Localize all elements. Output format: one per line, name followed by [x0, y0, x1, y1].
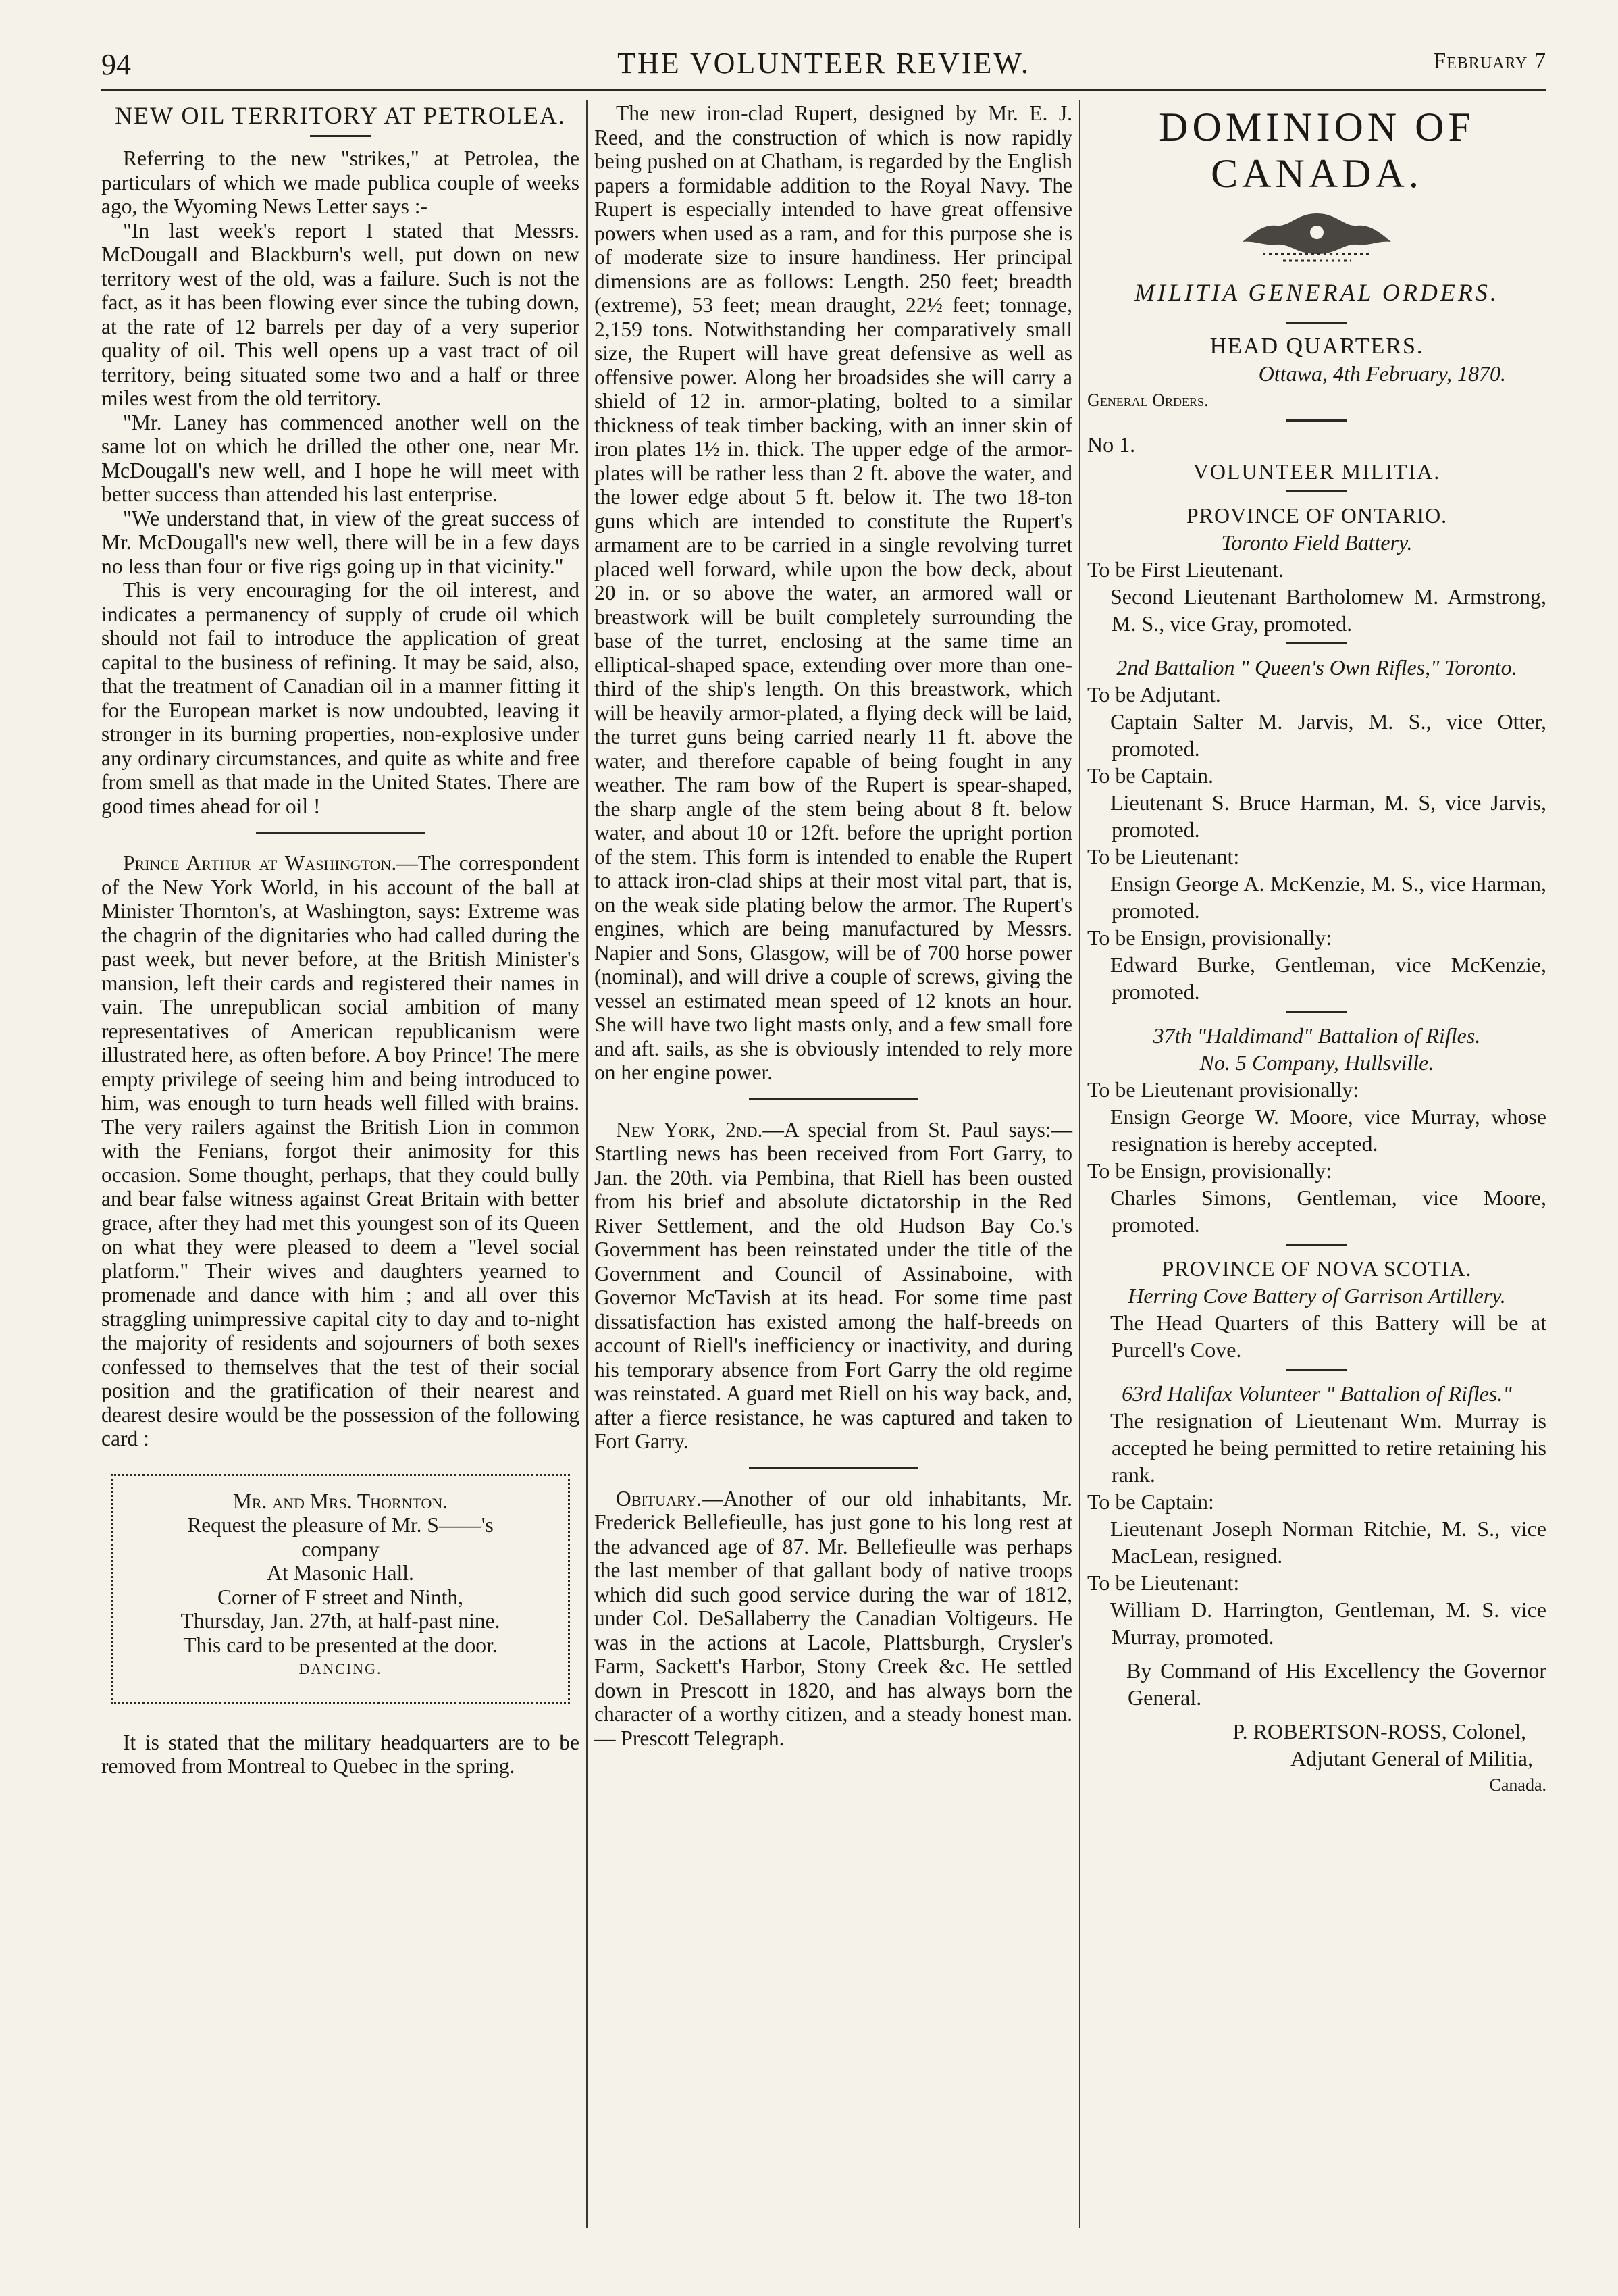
- newspaper-title: THE VOLUNTEER REVIEW.: [617, 47, 1030, 80]
- section-heading: PROVINCE OF NOVA SCOTIA.: [1162, 1256, 1472, 1281]
- card-line: company: [301, 1537, 380, 1561]
- order-line: To be Captain:: [1087, 1489, 1214, 1514]
- article-lead: Prince Arthur at Washington.: [123, 851, 397, 875]
- section-heading: VOLUNTEER MILITIA.: [1193, 459, 1441, 484]
- article-headline: NEW OIL TERRITORY AT PETROLEA.: [115, 102, 566, 129]
- unit-heading: 63rd Halifax Volunteer " Battalion of Rifles.": [1122, 1381, 1512, 1406]
- column-divider: [586, 100, 588, 2228]
- article-body: —A special from St. Paul says:—Startling news has been received from Fort Garry, to Jan. the 20th. via Pembina, that Riell has been ousted from his brief and absolute dictatorship in the Red River Settlement, and the old Hudson Bay Co.'s Government has been reinstated under the title of the Government and Council of Assinaboine, with Governor McTavish at its head. For some time past dissatisfaction has existed among the half-breeds on account of Riell's inefficiency or inactivity, and during his temporary absence from Fort Garry the old regime was reinstated. A guard met Riell on his way back, and, after a fierce resistance, he was captured and taken to Fort Garry.: [594, 1117, 1072, 1453]
- order-number: No 1.: [1087, 432, 1136, 457]
- orders-title: MILITIA GENERAL ORDERS.: [1134, 279, 1499, 306]
- order-detail: Charles Simons, Gentleman, vice Moore, promoted.: [1110, 1185, 1546, 1237]
- unit-heading: Toronto Field Battery.: [1221, 530, 1413, 555]
- rule: [1286, 490, 1347, 492]
- signature-place: Canada.: [1489, 1775, 1546, 1795]
- article-paragraph: "Mr. Laney has commenced another well on the same lot on which he drilled the other one, near Mr. McDougall's new well, and I hope he will meet with better success than attended his last enterprise.: [101, 410, 579, 506]
- card-line: Thursday, Jan. 27th, at half-past nine.: [180, 1609, 500, 1633]
- order-detail: Second Lieutenant Bartholomew M. Armstrong, M. S., vice Gray, promoted.: [1110, 584, 1546, 636]
- article-body: —The correspondent of the New York World, in his account of the ball at Minister Thornton's, at Washington, says: Extreme was the chagrin of the dignitaries who had called during the past week, but never before, at the British Minister's mansion, left their cards and registered their names in vain. The unrepublican social ambition of many representatives of American republicanism were illustrated here, as often before. A boy Prince! The mere empty privilege of seeing him and being introduced to him, was enough to turn heads well filled with brains. The very railers against the British Lion in common with the Fenians, forgot their animosity for this occasion. Some thought, perhaps, that they could bully and bear false witness against Great Britain with better grace, after they had met this youngest son of its Queen on what they were pleased to deem a "level social platform." Their wives and daughters yearned to promenade and dance with him ; and all over this straggling unimpressive capital city to day and to-night the majority of residents and sojourners of both sexes confessed to themselves that the test of their social position and the gratification of their nearest and dearest desire would be the possession of the following card :: [101, 851, 580, 1450]
- column-2: [594, 101, 1072, 1750]
- article-paragraph: This is very encouraging for the oil interest, and indicates a permanency of supply of crude oil which should not fail to introduce the application of great capital to the business of refining. It may be said, also, that the treatment of Canadian oil in a manner fitting it for the European market is now undoubted, leaving it stronger in its burning properties, non-explosive under any ordinary circumstances, and quite as white and free from smell as that made in the United States. There are good times ahead for oil !: [101, 578, 579, 818]
- header-rule: [101, 89, 1546, 91]
- order-line: To be Ensign, provisionally:: [1087, 1158, 1332, 1183]
- rule: [310, 135, 371, 137]
- order-detail: The Head Quarters of this Battery will be at Purcell's Cove.: [1110, 1310, 1546, 1362]
- unit-heading: 37th "Haldimand" Battalion of Rifles.: [1153, 1023, 1481, 1048]
- card-line: At Masonic Hall.: [267, 1561, 414, 1585]
- section-title: DOMINION OF CANADA.: [1159, 105, 1475, 196]
- signature-title: Adjutant General of Militia,: [1290, 1746, 1533, 1770]
- page-number: 94: [101, 48, 131, 81]
- article-lead: Obituary.: [616, 1486, 702, 1510]
- order-line: To be Lieutenant:: [1087, 844, 1240, 869]
- order-line: To be Lieutenant:: [1087, 1571, 1240, 1595]
- rule: [1286, 1369, 1347, 1371]
- card-line: Corner of F street and Ninth,: [217, 1585, 463, 1609]
- article-paragraph: It is stated that the military headquarters are to be removed from Montreal to Quebec in the spring.: [101, 1730, 579, 1778]
- article-paragraph: Referring to the new "strikes," at Petrolea, the particulars of which we made publica couple of weeks ago, the Wyoming News Letter says :-: [101, 147, 579, 218]
- article-paragraph: The new iron-clad Rupert, designed by Mr. E. J. Reed, and the construction of which is now rapidly being pushed on at Chatham, is regarded by the English papers a formidable addition to the Royal Navy. The Rupert is especially intended to have great offensive powers when used as a ram, and for this purpose she is of moderate size to insure handiness. Her principal dimensions are as follows: Length. 250 feet; breadth (extreme), 53 feet; mean draught, 22½ feet; tonnage, 2,159 tons. Notwithstanding her comparatively small size, the Rupert will have great defensive as well as offensive power. Along her broadsides she will carry a shield of 12 in. armor-plating, bolted to a similar thickness of teak timber backing, with an inner skin of iron plates 1½ in. thick. The upper edge of the armor-plates will be rather less than 2 ft. above the water, and the lower edge about 5 ft. below it. The two 18-ton guns which are intended to constitute the Rupert's armament are to be carried in a single revolving turret placed well forward, while upon the bow deck, about 20 in. or so above the water, an armored wall or breastwork will be built completely surrounding the base of the turret, enclosing at the same time an elliptical-shaped space, extending over more than one-third of the ship's length. On this breastwork, which will be heavily armor-plated, a flying deck will be laid, the turret guns being carried nearly 11 ft. above the water, and therefore capable of being fought in any weather. The ram bow of the Rupert is spear-shaped, the sharp angle of the stem being about 8 ft. below water, and about 10 or 12ft. before the upright portion of the stem. This form is intended to enable the Rupert to attack iron-clad ships at their most vital part, that is, on the weak side plating below the armor. The Rupert's engines, which are being manufactured by Messrs. Napier and Sons, Glasgow, will be of 700 horse power (nominal), and will drive a couple of screws, giving the vessel an estimated mean speed of 12 knots an hour. She will have two light masts only, and a few small fore and aft. sails, as she is obviously intended to rely more on her engine power.: [594, 101, 1072, 1084]
- unit-subheading: No. 5 Company, Hullsville.: [1199, 1050, 1434, 1075]
- article-lead: New York, 2nd.: [616, 1117, 763, 1142]
- article-paragraph: [594, 1118, 1072, 1454]
- column-1: [101, 101, 579, 1779]
- unit-heading: Herring Cove Battery of Garrison Artillery.: [1128, 1283, 1506, 1308]
- hq-date: Ottawa, 4th February, 1870.: [1258, 361, 1506, 386]
- rule: [749, 1467, 918, 1469]
- order-detail: William D. Harrington, Gentleman, M. S. vice Murray, promoted.: [1110, 1598, 1546, 1649]
- order-detail: Ensign George A. McKenzie, M. S., vice Harman, promoted.: [1110, 871, 1546, 923]
- page-header: [101, 42, 1546, 89]
- section-heading: PROVINCE OF ONTARIO.: [1186, 503, 1448, 528]
- order-line: To be Adjutant.: [1087, 682, 1221, 707]
- article-paragraph: [101, 851, 579, 1451]
- hq-heading: HEAD QUARTERS.: [1209, 334, 1424, 359]
- issue-date: February 7: [1433, 49, 1546, 74]
- article-paragraph: "In last week's report I stated that Messrs. McDougall and Blackburn's well, put down on new territory west of the old, was a failure. Such is not the fact, as it has been flowing ever since the tubing down, at the rate of 12 barrels per day of a very superior quality of oil. This well opens up a vast tract of oil territory, being situated some two and a half or three miles west from the old territory.: [101, 218, 579, 410]
- order-line: To be Captain.: [1087, 763, 1214, 788]
- unit-heading: 2nd Battalion " Queen's Own Rifles," Toronto.: [1116, 655, 1517, 680]
- order-line: To be First Lieutenant.: [1087, 557, 1284, 582]
- column-3: [1087, 101, 1546, 1799]
- order-detail: Ensign George W. Moore, vice Murray, whose resignation is hereby accepted.: [1110, 1104, 1546, 1156]
- rule: [1286, 419, 1347, 422]
- article-paragraph: "We understand that, in view of the great success of Mr. McDougall's new well, there will be in a few days no less than four or five rigs going up in that vicinity.": [101, 506, 579, 578]
- rule: [256, 832, 425, 834]
- order-detail: The resignation of Lieutenant Wm. Murray is accepted he being permitted to retire retaining his rank.: [1110, 1408, 1546, 1487]
- order-detail: Captain Salter M. Jarvis, M. S., vice Otter, promoted.: [1110, 709, 1546, 761]
- order-line: To be Lieutenant provisionally:: [1087, 1077, 1359, 1102]
- order-detail: Lieutenant Joseph Norman Ritchie, M. S., vice MacLean, resigned.: [1110, 1516, 1546, 1568]
- card-line: Request the pleasure of Mr. S——'s: [187, 1513, 494, 1537]
- article-paragraph: [594, 1487, 1072, 1751]
- invitation-card: [111, 1474, 570, 1704]
- crest-icon: [1216, 207, 1418, 267]
- rule: [749, 1098, 918, 1100]
- signature: P. ROBERTSON-ROSS, Colonel,: [1232, 1719, 1526, 1743]
- card-line: Mr. and Mrs. Thornton.: [232, 1489, 448, 1513]
- general-orders-label: General Orders.: [1087, 390, 1209, 410]
- order-detail: Lieutenant S. Bruce Harman, M. S, vice Jarvis, promoted.: [1110, 790, 1546, 842]
- card-line: DANCING.: [298, 1660, 382, 1677]
- order-detail: Edward Burke, Gentleman, vice McKenzie, promoted.: [1110, 952, 1546, 1004]
- order-line: To be Ensign, provisionally:: [1087, 925, 1332, 950]
- rule: [1286, 642, 1347, 644]
- column-divider: [1079, 100, 1080, 2228]
- article-body: —Another of our old inhabitants, Mr. Frederick Bellefieulle, has just gone to his long rest at the advanced age of 87. Mr. Bellefieulle was perhaps the last member of that gallant body of native troops which did such good service during the war of 1812, under Col. DeSallaberry the Canadian Voltigeurs. He was in the actions at Lacole, Plattsburgh, Crysler's Farm, Sackett's Harbor, Stony Creek &c. He settled down in Prescott in 1820, and has always born the character of a worthy citizen, and a steady honest man.— Prescott Telegraph.: [594, 1486, 1072, 1750]
- card-line: This card to be presented at the door.: [183, 1633, 498, 1657]
- rule: [1286, 1011, 1347, 1013]
- rule: [1286, 1244, 1347, 1246]
- command-line: By Command of His Excellency the Governor General.: [1126, 1658, 1546, 1710]
- rule: [1286, 322, 1347, 324]
